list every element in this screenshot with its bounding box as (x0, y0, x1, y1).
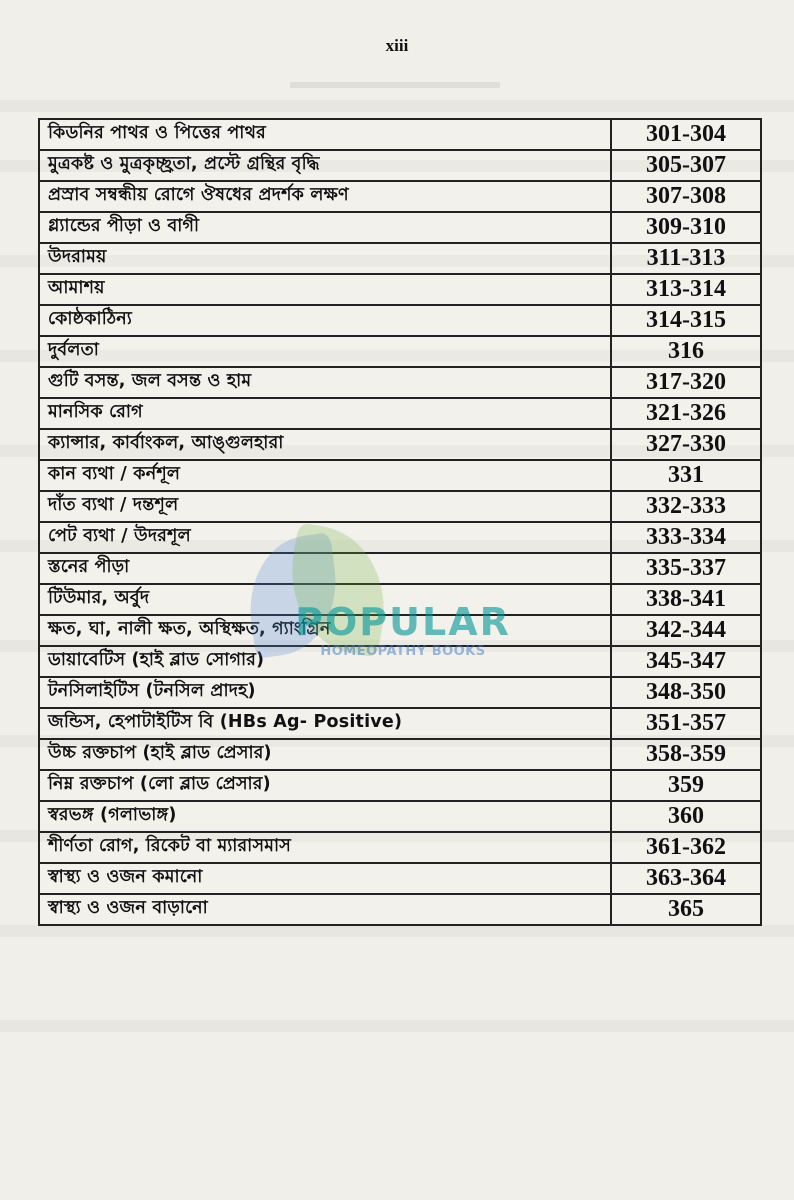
topic-cell: কোষ্ঠকাঠিন্য (39, 305, 611, 336)
table-row (39, 305, 761, 336)
watermark-logo (248, 530, 548, 680)
watermark-tagline: HOMEOPATHY BOOKS (320, 644, 486, 659)
page-range-cell: 309-310 (611, 212, 761, 243)
page-range-cell: 305-307 (611, 150, 761, 181)
page-range-cell: 301-304 (611, 119, 761, 150)
table-row (39, 801, 761, 832)
table-row (39, 491, 761, 522)
page-range-cell: 311-313 (611, 243, 761, 274)
topic-cell: উচ্চ রক্তচাপ (হাই ব্লাড প্রেসার) (39, 739, 611, 770)
topic-cell: পেট ব্যথা / উদরশূল (39, 522, 611, 553)
table-row (39, 460, 761, 491)
topic-cell: কিডনির পাথর ও পিত্তের পাথর (39, 119, 611, 150)
table-row (39, 119, 761, 150)
table-row (39, 150, 761, 181)
table-row (39, 274, 761, 305)
page-range-cell: 307-308 (611, 181, 761, 212)
table-row (39, 367, 761, 398)
page-range-cell: 331 (611, 460, 761, 491)
topic-cell: দাঁত ব্যথা / দন্তশূল (39, 491, 611, 522)
page-range-cell: 359 (611, 770, 761, 801)
topic-cell: উদরাময় (39, 243, 611, 274)
page-number: xiii (385, 36, 409, 55)
topic-cell: টিউমার, অর্বুদ (39, 584, 611, 615)
page-range-cell: 363-364 (611, 863, 761, 894)
topic-cell: জন্ডিস, হেপাটাইটিস বি (HBs Ag- Positive) (39, 708, 611, 739)
table-row (39, 739, 761, 770)
page-range-cell: 313-314 (611, 274, 761, 305)
topic-cell: ক্যান্সার, কার্বাংকল, আঙ্গুলহারা (39, 429, 611, 460)
table-row (39, 832, 761, 863)
topic-cell: স্বাস্থ্য ও ওজন বাড়ানো (39, 894, 611, 925)
topic-cell: প্রস্রাব সম্বন্ধীয় রোগে ঔষধের প্রদর্শক লক্ষণ (39, 181, 611, 212)
page-range-cell: 314-315 (611, 305, 761, 336)
table-row (39, 677, 761, 708)
table-row (39, 863, 761, 894)
page-range-cell: 332-333 (611, 491, 761, 522)
topic-cell: স্বরভঙ্গ (গলাভাঙ্গ) (39, 801, 611, 832)
topic-cell: দুর্বলতা (39, 336, 611, 367)
table-row (39, 212, 761, 243)
page-range-cell: 335-337 (611, 553, 761, 584)
page-range-cell: 345-347 (611, 646, 761, 677)
table-row (39, 398, 761, 429)
table-row (39, 181, 761, 212)
topic-cell: ডায়াবেটিস (হাই ব্লাড সোগার) (39, 646, 611, 677)
topic-cell: শীর্ণতা রোগ, রিকেট বা ম্যারাসমাস (39, 832, 611, 863)
topic-cell: ক্ষত, ঘা, নালী ক্ষত, অস্থিক্ষত, গ্যাংগ্রিন (39, 615, 611, 646)
watermark-brand: POPULAR (295, 600, 511, 644)
page-range-cell: 360 (611, 801, 761, 832)
topic-cell: নিম্ন রক্তচাপ (লো ব্লাড প্রেসার) (39, 770, 611, 801)
page-range-cell: 317-320 (611, 367, 761, 398)
topic-cell: গুটি বসন্ত, জল বসন্ত ও হাম (39, 367, 611, 398)
page-range-cell: 327-330 (611, 429, 761, 460)
table-row (39, 708, 761, 739)
page-range-cell: 316 (611, 336, 761, 367)
page-range-cell: 338-341 (611, 584, 761, 615)
page-range-cell: 365 (611, 894, 761, 925)
topic-cell: কান ব্যথা / কর্নশূল (39, 460, 611, 491)
page-range-cell: 351-357 (611, 708, 761, 739)
page-range-cell: 348-350 (611, 677, 761, 708)
table-row (39, 894, 761, 925)
page-range-cell: 358-359 (611, 739, 761, 770)
table-of-contents (38, 118, 762, 926)
table-row (39, 336, 761, 367)
table-row (39, 243, 761, 274)
topic-cell: মানসিক রোগ (39, 398, 611, 429)
topic-cell: স্বাস্থ্য ও ওজন কমানো (39, 863, 611, 894)
table-row (39, 770, 761, 801)
topic-cell: স্তনের পীড়া (39, 553, 611, 584)
page-range-cell: 361-362 (611, 832, 761, 863)
page-range-cell: 342-344 (611, 615, 761, 646)
topic-cell: মুত্রকষ্ট ও মুত্রকৃচ্ছ্রতা, প্রস্টে গ্রন্থির বৃদ্ধি (39, 150, 611, 181)
topic-cell: গ্ল্যান্ডের পীড়া ও বাগী (39, 212, 611, 243)
table-row (39, 429, 761, 460)
topic-cell: টনসিলাইটিস (টনসিল প্রাদহ) (39, 677, 611, 708)
topic-cell: আমাশয় (39, 274, 611, 305)
page-range-cell: 333-334 (611, 522, 761, 553)
toc-body (39, 119, 761, 925)
page-range-cell: 321-326 (611, 398, 761, 429)
